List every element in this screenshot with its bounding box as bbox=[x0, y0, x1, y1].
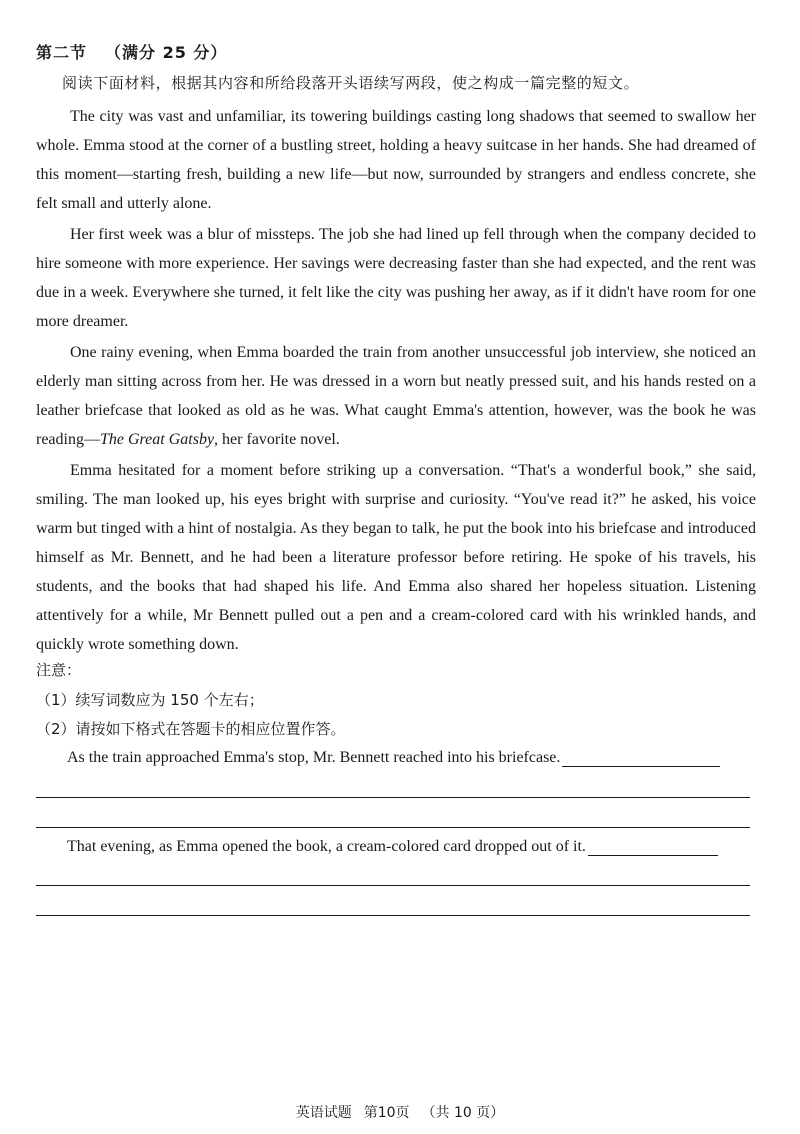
reading-passage bbox=[36, 102, 756, 661]
prompt-2-text: That evening, as Emma opened the book, a cream-colored card dropped out of it. bbox=[67, 838, 586, 855]
continuation-prompt-2 bbox=[67, 837, 718, 856]
writing-line bbox=[36, 797, 750, 798]
footer-total-pages: （共 10 页） bbox=[421, 1105, 505, 1121]
passage-paragraph-4: Emma hesitated for a moment before striking up a conversation. “That's a wonderful book,” she said, smiling. The man looked up, his eyes bright with surprise and curiosity. “You've read it?” he asked, his voice warm but tinged with a hint of nostalgia. As they began to talk, he put the book into his briefcase and introduced himself as Mr. Bennett, and he had been a literature professor before retiring. He spoke of his travels, his students, and the books that had shaped his life. And Emma also shared her hopeless situation. Listening attentively for a while, Mr Bennett pulled out a pen and a cream-colored card with his wrinkled hands, and quickly wrote something down. bbox=[36, 462, 756, 653]
prompt-1-text: As the train approached Emma's stop, Mr. Bennett reached into his briefcase. bbox=[67, 749, 561, 766]
note-word-count: （1）续写词数应为 150 个左右； bbox=[36, 691, 264, 709]
prompt-2-blank bbox=[588, 837, 718, 856]
section-heading bbox=[36, 40, 227, 63]
writing-line bbox=[36, 885, 750, 886]
footer-page-number: 第10页 bbox=[363, 1105, 410, 1121]
footer-subject: 英语试题 bbox=[295, 1105, 352, 1121]
notes-heading: 注意： bbox=[36, 661, 82, 679]
book-title: The Great Gatsby bbox=[99, 431, 215, 448]
writing-line bbox=[36, 915, 750, 916]
note-answer-format: （2）请按如下格式在答题卡的相应位置作答。 bbox=[36, 720, 346, 738]
passage-paragraph-1: The city was vast and unfamiliar, its towering buildings casting long shadows that seemed to swallow her whole. Emma stood at the corner of a bustling street, holding a heavy suitcase in her hands. She had dreamed of this moment—starting fresh, building a new life—but now, surrounded by strangers and endless concrete, she felt small and utterly alone. bbox=[36, 108, 756, 212]
prompt-1-blank bbox=[562, 748, 720, 767]
passage-paragraph-2: Her first week was a blur of missteps. The job she had lined up fell through when the company decided to hire someone with more experience. Her savings were decreasing faster than she had expected, and the rent was due in a week. Everywhere she turned, it felt like the city was pushing her away, as if it didn't have room for one more dreamer. bbox=[36, 226, 756, 330]
passage-paragraph-3 bbox=[36, 338, 756, 454]
writing-line bbox=[36, 827, 750, 828]
continuation-prompt-1 bbox=[67, 748, 720, 767]
paragraph-3-text: One rainy evening, when Emma boarded the train from another unsuccessful job interview, she noticed an elderly man sitting across from her. He was dressed in a worn but neatly pressed suit, and his hands rested on a leather briefcase that looked as old as he was. What caught Emma's attention, however, was the book he was reading— bbox=[36, 344, 756, 448]
section-score: （满分 25 分） bbox=[105, 43, 228, 62]
task-instruction: 阅读下面材料，根据其内容和所给段落开头语续写两段，使之构成一篇完整的短文。 bbox=[62, 74, 640, 92]
page-footer bbox=[0, 1102, 800, 1122]
section-title: 第二节 bbox=[36, 43, 88, 62]
paragraph-3-ending: , her favorite novel. bbox=[214, 431, 340, 448]
